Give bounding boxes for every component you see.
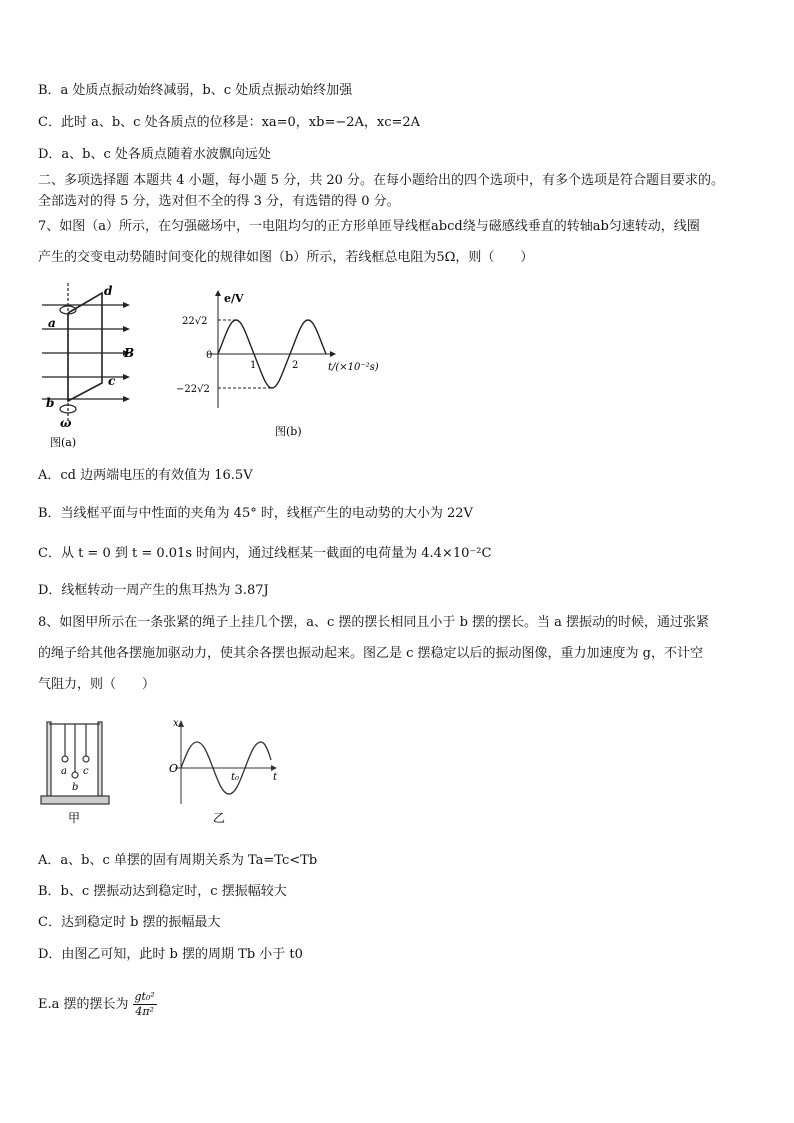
base bbox=[41, 796, 109, 804]
q8-option-d: D．由图乙可知，此时 b 摆的周期 Tb 小于 t0 bbox=[38, 947, 303, 962]
q8-stem-1: 8、如图甲所示在一条张紧的绳子上挂几个摆，a、c 摆的摆长相同且小于 b 摆的摆长。当 a 摆振动的时候，通过张紧 bbox=[38, 615, 710, 630]
x-tick-1: 1 bbox=[250, 360, 257, 371]
q8-stem-3: 气阻力，则（ ） bbox=[38, 677, 156, 692]
origin-label: O bbox=[169, 762, 179, 775]
q8-stem-2: 的绳子给其他各摆施加驱动力，使其余各摆也振动起来。图乙是 c 摆稳定以后的振动图像，重力加速度为 g，不计空 bbox=[38, 646, 704, 661]
figure-yi-caption: 乙 bbox=[213, 811, 226, 825]
q7-option-b: B．当线框平面与中性面的夹角为 45° 时，线框产生的电动势的大小为 22V bbox=[38, 506, 473, 521]
figure-a-caption: 图(a) bbox=[50, 436, 77, 449]
pendulum-b bbox=[72, 772, 78, 778]
q8-figure-jia bbox=[38, 716, 118, 826]
prev-option-d: D．a、b、c 处各质点随着水波飘向远处 bbox=[38, 147, 271, 162]
label-a: a bbox=[61, 766, 67, 777]
prev-option-b: B．a 处质点振动始终减弱，b、c 处质点振动始终加强 bbox=[38, 83, 353, 98]
q7-figure-b bbox=[170, 290, 390, 445]
q8-option-c: C．达到稳定时 b 摆的振幅最大 bbox=[38, 915, 221, 930]
figure-b-caption: 图(b) bbox=[275, 425, 302, 438]
label-b: b bbox=[72, 782, 79, 793]
fraction bbox=[133, 990, 157, 1019]
figure-jia-caption: 甲 bbox=[68, 811, 81, 825]
q8-figure-yi bbox=[165, 716, 285, 826]
t-axis-label: t bbox=[273, 772, 278, 783]
label-a: a bbox=[48, 316, 56, 330]
x-axis-label: x bbox=[173, 718, 179, 729]
fraction-numerator: gt₀² bbox=[134, 990, 155, 1003]
y-bottom-label: −22√2 bbox=[176, 384, 210, 395]
label-B: B bbox=[124, 346, 135, 360]
q8-option-e bbox=[38, 990, 157, 1019]
t0-label: t₀ bbox=[231, 772, 240, 783]
label-d: d bbox=[104, 284, 113, 298]
pendulum-a bbox=[62, 756, 68, 762]
origin-label: 0 bbox=[206, 350, 213, 361]
label-c: c bbox=[83, 766, 89, 777]
fraction-denominator: 4π² bbox=[135, 1005, 154, 1018]
section2-instructions-2: 全部选对的得 5 分，选对但不全的得 3 分，有选错的得 0 分。 bbox=[38, 194, 400, 209]
y-axis-label: e/V bbox=[224, 292, 244, 305]
pendulum-c bbox=[83, 756, 89, 762]
label-omega: ω bbox=[60, 416, 72, 430]
label-c: c bbox=[108, 374, 116, 388]
q7-figure-a bbox=[38, 283, 148, 453]
label-b: b bbox=[46, 396, 55, 410]
x-axis-label: t/(×10⁻²s) bbox=[328, 362, 379, 373]
q7-option-d: D．线框转动一周产生的焦耳热为 3.87J bbox=[38, 583, 269, 598]
q8-option-e-text: E.a 摆的摆长为 bbox=[38, 996, 129, 1012]
coil-frame bbox=[68, 293, 102, 401]
prev-option-c: C．此时 a、b、c 处各质点的位移是：xa=0，xb=−2A，xc=2A bbox=[38, 115, 421, 130]
q7-stem-1: 7、如图（a）所示，在匀强磁场中，一电阻均匀的正方形单匝导线框abcd绕与磁感线垂直的转轴ab匀速转动，线圈 bbox=[38, 219, 700, 234]
y-top-label: 22√2 bbox=[182, 316, 208, 327]
q8-option-b: B．b、c 摆振动达到稳定时，c 摆振幅较大 bbox=[38, 884, 287, 899]
q7-option-a: A．cd 边两端电压的有效值为 16.5V bbox=[38, 468, 253, 483]
q7-option-c: C．从 t = 0 到 t = 0.01s 时间内，通过线框某一截面的电荷量为 4.4×10⁻²C bbox=[38, 546, 492, 561]
q7-stem-2: 产生的交变电动势随时间变化的规律如图（b）所示，若线框总电阻为5Ω，则（ ） bbox=[38, 250, 534, 265]
section2-instructions-1: 二、多项选择题 本题共 4 小题，每小题 5 分，共 20 分。在每小题给出的四个选项中，有多个选项是符合题目要求的。 bbox=[38, 173, 725, 188]
q8-option-a: A．a、b、c 单摆的固有周期关系为 Ta=Tc<Tb bbox=[38, 853, 318, 868]
x-tick-2: 2 bbox=[292, 360, 299, 371]
